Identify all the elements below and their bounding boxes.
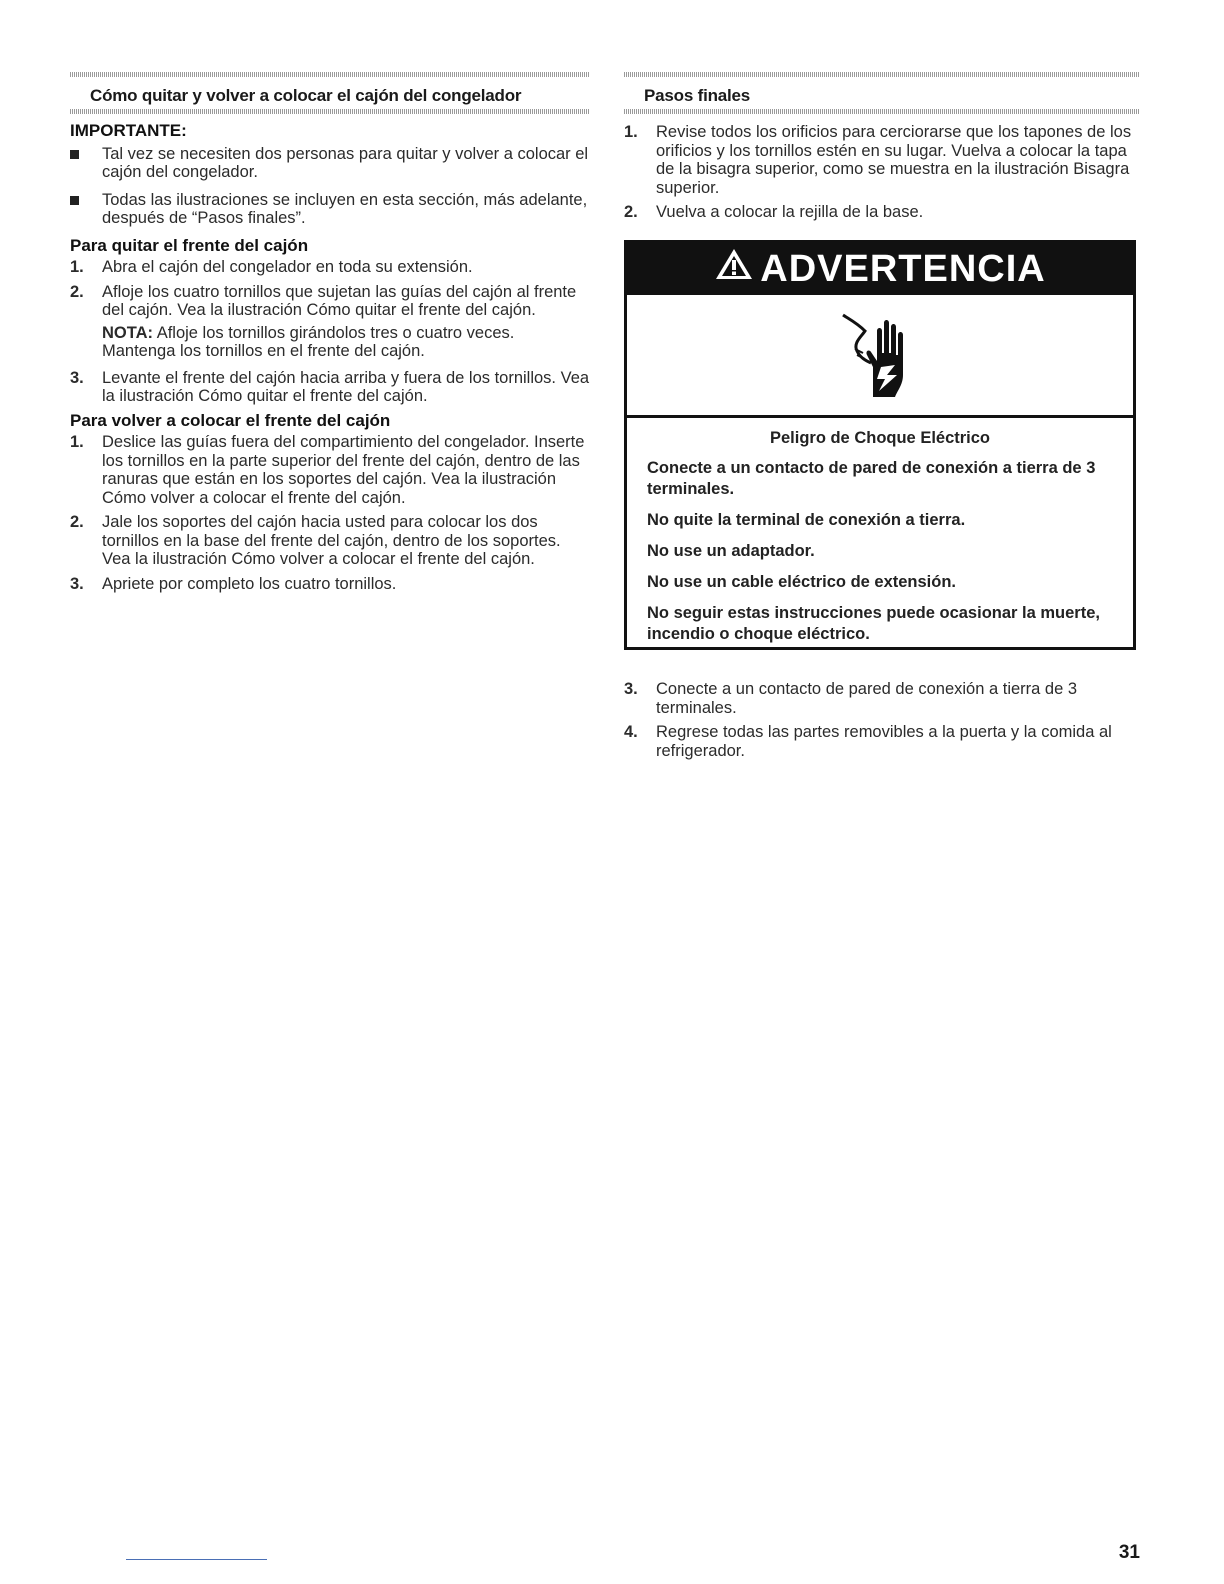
step-item [70, 283, 590, 320]
step-number: 3. [70, 574, 84, 593]
dotted-rule [70, 109, 590, 114]
step-item [70, 258, 590, 277]
step-text: Revise todos los orificios para cerciorarse que los tapones de los orificios y los tornillos estén en su lugar. Vuelva a colocar la tapa de la bisagra superior, como se muestra en la ilustración Bisagra superior. [656, 123, 1132, 197]
step-item [70, 433, 590, 507]
step-text: Conecte a un contacto de pared de conexión a tierra de 3 terminales. [656, 680, 1078, 717]
bullet-item [70, 191, 590, 228]
step-number: 1. [624, 123, 638, 141]
warning-text [627, 418, 1133, 645]
dotted-rule [624, 72, 1140, 77]
step-text: Jale los soportes del cajón hacia usted para colocar los dos tornillos en la base del frente del cajón, dentro de los soportes. Vea la ilustración Cómo volver a colocar el frente del cajón. [102, 513, 561, 568]
step-number: 3. [624, 680, 638, 698]
warning-banner [627, 243, 1133, 295]
step-number: 2. [70, 282, 84, 301]
step-item [624, 680, 1140, 717]
warning-icon-area [627, 295, 1133, 418]
left-body [70, 122, 590, 599]
warning-triangle-icon [714, 247, 754, 291]
step-number: 4. [624, 723, 638, 741]
step-number: 1. [70, 258, 84, 276]
note [102, 324, 590, 361]
step-number: 1. [70, 433, 84, 451]
page-number: 31 [1118, 1542, 1140, 1563]
step-item [624, 203, 1140, 222]
remove-drawer-front-heading: Para quitar el frente del cajón [70, 235, 309, 255]
step-text: Abra el cajón del congelador en toda su extensión. [102, 258, 473, 276]
step-number: 3. [70, 368, 84, 387]
warning-line: No seguir estas instrucciones puede ocasionar la muerte, incendio o choque eléctrico. [647, 604, 1100, 643]
step-text: Regrese todas las partes removibles a la puerta y la comida al refrigerador. [656, 723, 1112, 760]
section-header-final-steps [624, 72, 1140, 114]
section-header-drawer [70, 72, 590, 114]
warning-banner-text: ADVERTENCIA [760, 247, 1046, 290]
warning-title: Peligro de Choque Eléctrico [769, 429, 991, 447]
step-item [70, 369, 590, 406]
note-text: Afloje los tornillos girándolos tres o cuatro veces. Mantenga los tornillos en el frente del cajón. [102, 323, 515, 360]
important-label: IMPORTANTE: [70, 121, 187, 140]
section-title: Cómo quitar y volver a colocar el cajón del congelador [90, 86, 522, 105]
bullet-square-icon [70, 150, 79, 159]
warning-line: No quite la terminal de conexión a tierra. [647, 511, 966, 529]
step-text: Apriete por completo los cuatro tornillos. [102, 574, 397, 593]
step-text: Afloje los cuatro tornillos que sujetan las guías del cajón al frente del cajón. Vea la ilustración Cómo quitar el frente del cajón. [102, 282, 577, 319]
bullet-text: Todas las ilustraciones se incluyen en esta sección, más adelante, después de “Pasos finales”. [102, 190, 588, 227]
section-title: Pasos finales [644, 86, 751, 105]
dotted-rule [70, 72, 590, 77]
electric-shock-hand-icon [835, 309, 925, 401]
footer-rule [126, 1559, 267, 1560]
warning-box [624, 240, 1136, 650]
step-item [624, 723, 1140, 760]
warning-line: Conecte a un contacto de pared de conexión a tierra de 3 terminales. [647, 459, 1096, 498]
bullet-item [70, 145, 590, 182]
step-number: 2. [624, 203, 638, 221]
bullet-text: Tal vez se necesiten dos personas para quitar y volver a colocar el cajón del congelador. [102, 144, 589, 181]
replace-drawer-front-heading: Para volver a colocar el frente del cajón [70, 410, 391, 430]
right-body [624, 123, 1140, 228]
step-text: Levante el frente del cajón hacia arriba y fuera de los tornillos. Vea la ilustración Cómo quitar el frente del cajón. [102, 368, 590, 405]
dotted-rule [624, 109, 1140, 114]
step-item [624, 123, 1140, 197]
final-steps-continued [624, 680, 1140, 766]
step-number: 2. [70, 513, 84, 531]
warning-line: No use un adaptador. [647, 542, 815, 560]
bullet-square-icon [70, 196, 79, 205]
warning-line: No use un cable eléctrico de extensión. [647, 573, 957, 591]
step-text: Vuelva a colocar la rejilla de la base. [656, 203, 924, 221]
note-label: NOTA: [102, 323, 154, 342]
step-text: Deslice las guías fuera del compartimiento del congelador. Inserte los tornillos en la parte superior del frente del cajón, dentro de las ranuras que están en los soportes del cajón. Vea la ilustración Cómo volver a colocar el frente del cajón. [102, 433, 585, 507]
step-item [70, 575, 590, 594]
step-item [70, 513, 590, 569]
